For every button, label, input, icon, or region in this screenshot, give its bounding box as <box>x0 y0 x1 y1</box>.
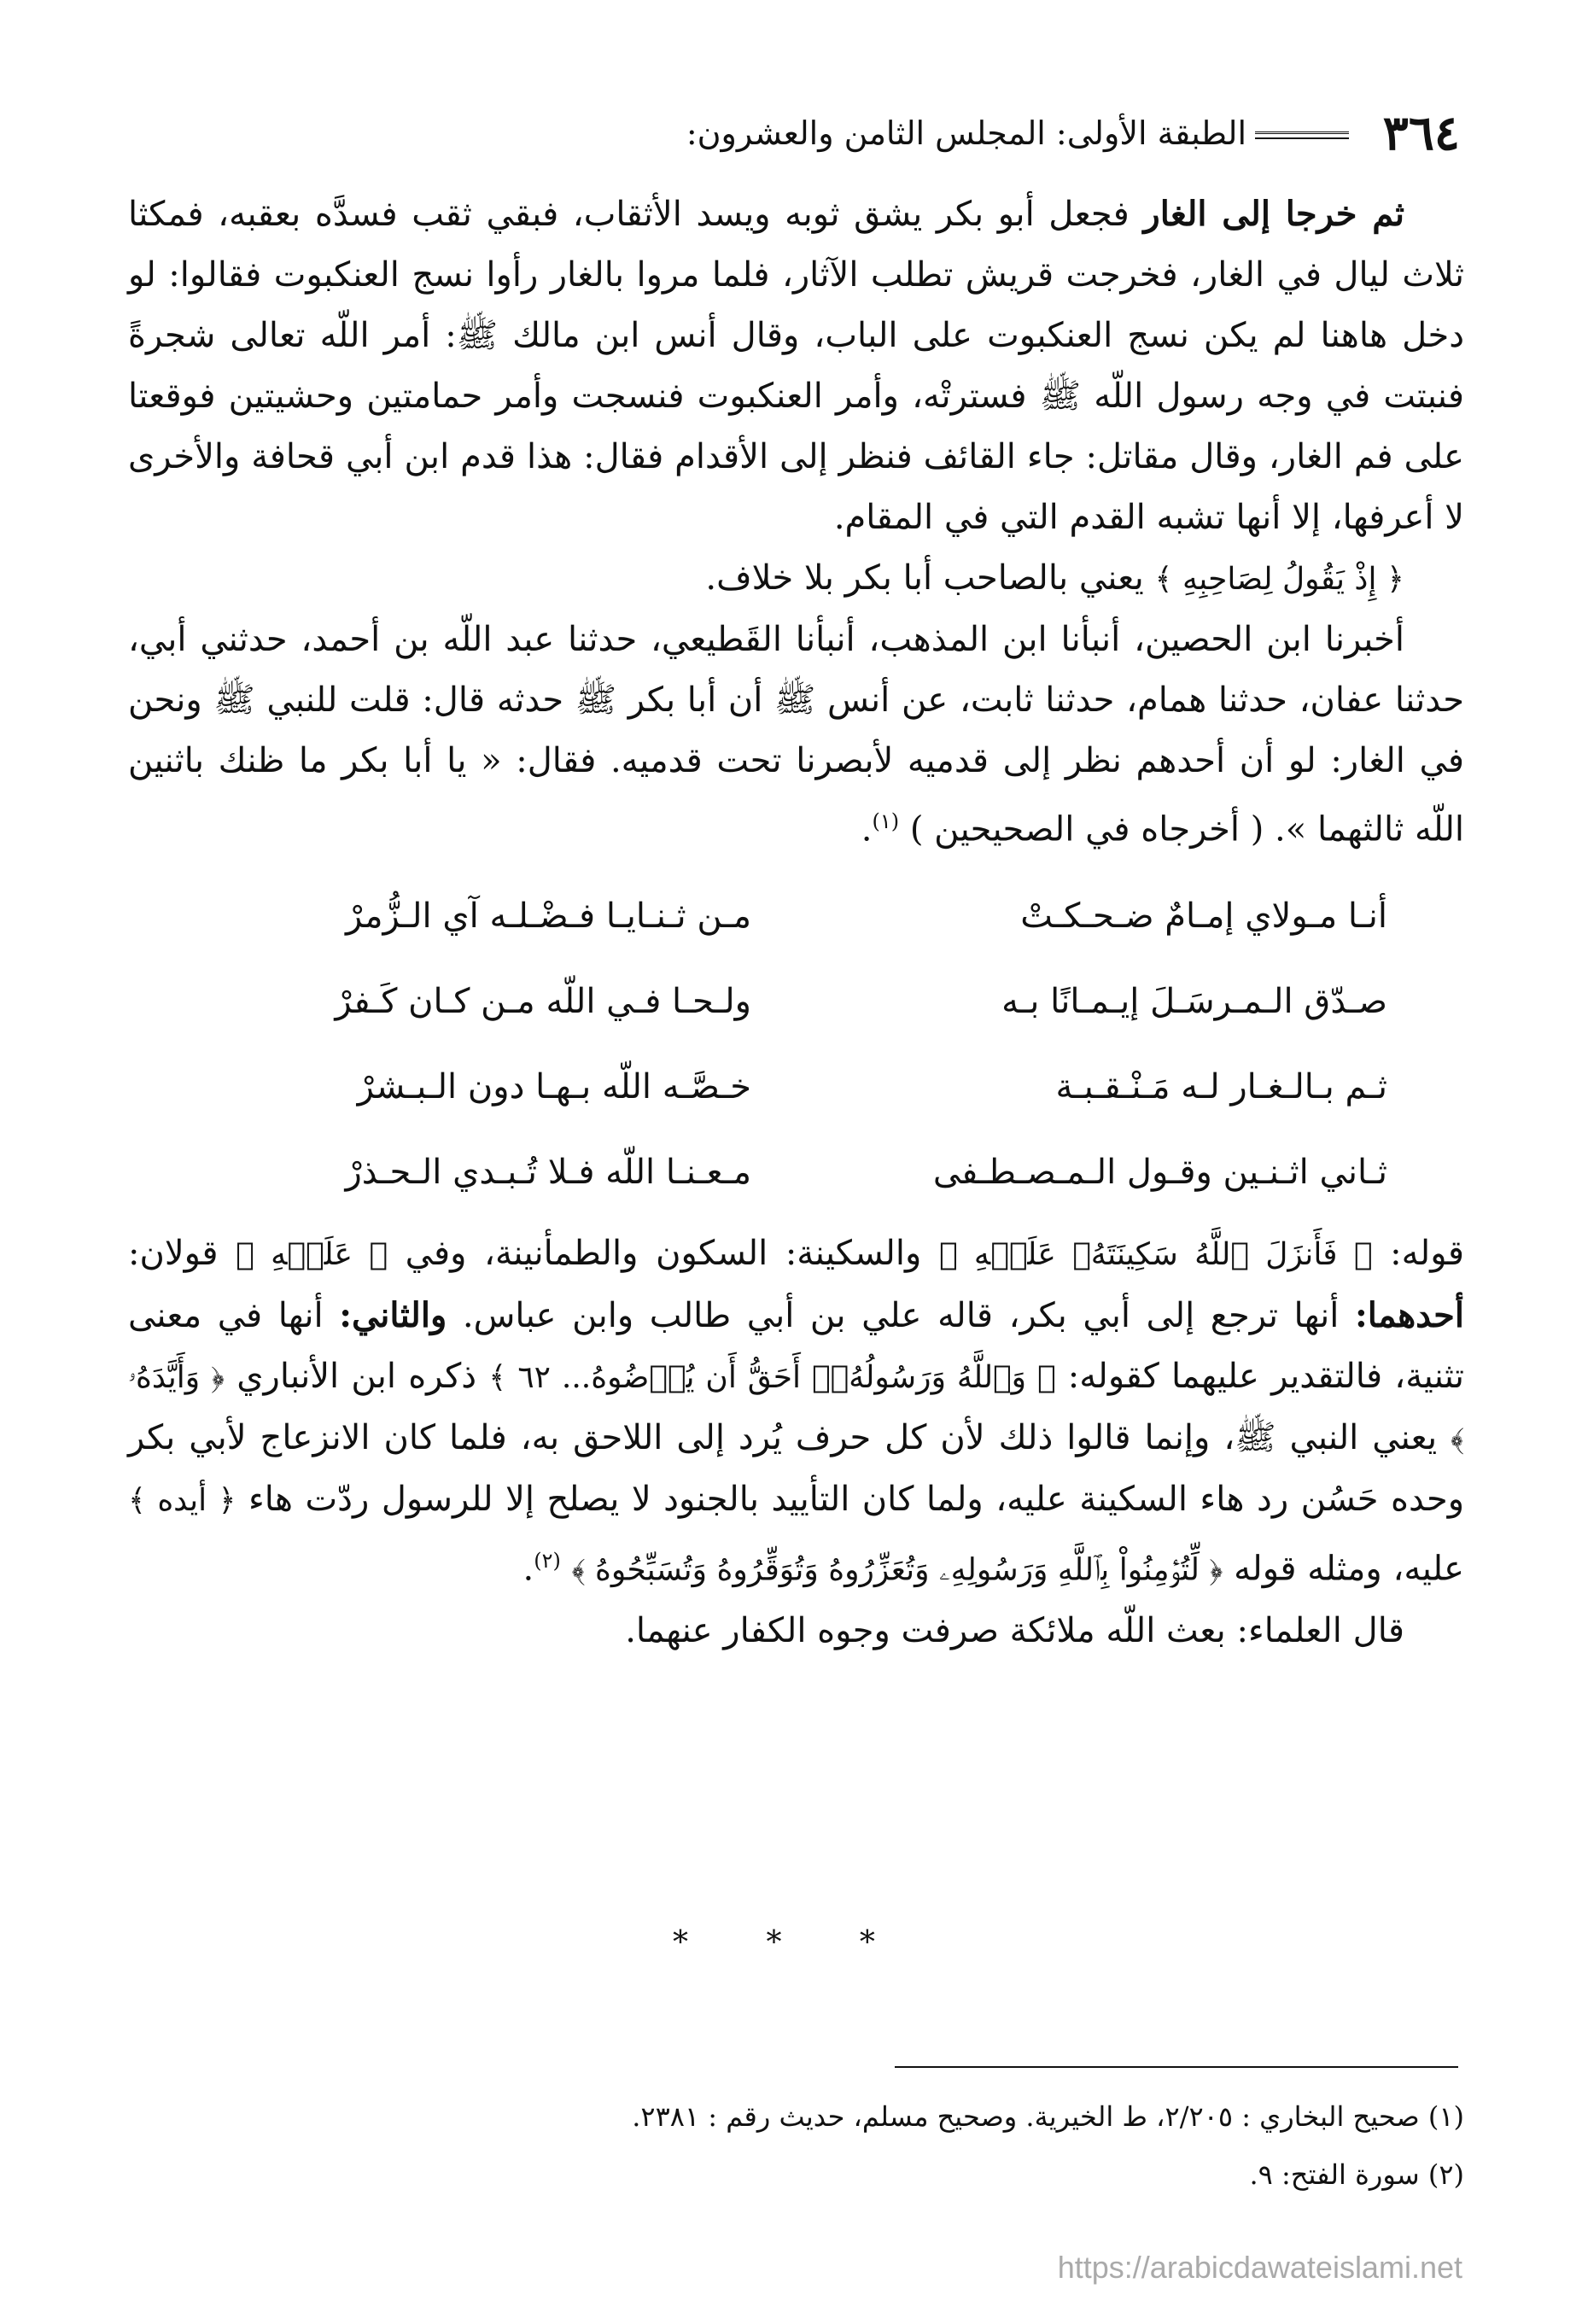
quran-quote: ﴿ وَٱللَّهُ وَرَسُولُهُۥٓ أَحَقُّ أَن يُرۡضُوهُ... ٦٢ ﴾ <box>488 1360 1056 1396</box>
verse-second-hemistich: خـصَّـه اللّه بـهـا دون الـبـشرْ <box>357 1066 751 1107</box>
paragraph-hadith <box>128 610 1464 860</box>
paragraph-companion <box>128 548 1464 610</box>
page-header <box>128 102 1460 164</box>
period: . <box>861 809 873 850</box>
poem-line <box>128 1044 1464 1130</box>
quran-quote: ﴿ عَلَيۡهِ ﴾ <box>236 1237 388 1273</box>
tafsir-text: قولان: <box>128 1234 236 1274</box>
page-number: ٣٦٤ <box>1382 105 1460 161</box>
poem <box>128 873 1464 1215</box>
verse-first-hemistich: أنـا مـولاي إمـامٌ ضـحـكـتْ <box>1020 896 1387 936</box>
watermark-url: https://arabicdawateislami.net <box>1057 2250 1462 2285</box>
section-separator: * * * <box>673 1925 909 1960</box>
footnotes <box>128 2088 1464 2204</box>
footnote-ref-2: (٢) <box>534 1549 561 1574</box>
footnote-2: (٢) سورة الفتح: ٩. <box>1249 2158 1464 2191</box>
verse-second-hemistich: مـن ثـنـايـا فـضْـلـه آي الـزُّمرْ <box>346 896 751 936</box>
opinion-label: أحدهما: <box>1355 1295 1465 1336</box>
verse-second-hemistich: مـعـنـا اللّه فـلا تُـبـدي الـحـذرْ <box>345 1152 751 1192</box>
quran-quote: ﴿ أيده ﴾ <box>128 1483 236 1519</box>
tafsir-text: أنها في معنى تثنية، فالتقدير عليهما كقوله: <box>128 1296 1464 1397</box>
quran-quote: ﴿ وَأَيَّدَهُۥ ﴾ <box>128 1360 1464 1457</box>
paragraph-text: يعني بالصاحب أبا بكر بلا خلاف. <box>705 558 1155 598</box>
paragraph-closing: قال العلماء: بعث اللّه ملائكة صرفت وجوه الكفار عنهما. <box>625 1610 1404 1650</box>
quran-quote: ﴿ إِذْ يَقُولُ لِصَاحِبِهِ ﴾ <box>1154 562 1404 597</box>
tafsir-text: والسكينة: السكون والطمأنينة، وفي <box>387 1234 939 1274</box>
footnote-ref-1: (١) <box>872 809 900 833</box>
running-head: الطبقة الأولى: المجلس الثامن والعشرون: <box>686 114 1246 152</box>
tafsir-text: عليه، ومثله قوله <box>1223 1549 1464 1589</box>
tafsir-text: قوله: <box>1372 1234 1465 1274</box>
poem-line <box>128 959 1464 1044</box>
footnote-rule <box>895 2066 1458 2068</box>
verse-first-hemistich: ثـاني اثـنـين وقـول الـمـصـطـفى <box>932 1152 1387 1192</box>
period: . <box>522 1549 534 1589</box>
paragraph-heading: ثم خرجا إلى الغار <box>1143 194 1404 234</box>
opinion-label: والثاني: <box>339 1295 447 1336</box>
quran-quote: ﴿ فَأَنزَلَ ٱللَّهُ سَكِينَتَهُۥ عَلَيۡهِ ﴾ <box>938 1237 1373 1273</box>
quran-quote: ﴿ لِّتُؤۡمِنُواْ بِٱللَّهِ وَرَسُولِهِۦ وَتُعَزِّرُوهُ وَتُوَقِّرُوهُ وَتُسَبِّحُوهُ ﴾ <box>571 1552 1223 1588</box>
footnote-1: (١) صحيح البخاري : ٢/٢٠٥، ط الخيرية. وصحيح مسلم، حديث رقم : ٢٣٨١. <box>632 2100 1464 2133</box>
main-text <box>128 184 1464 1661</box>
paragraph-text: فجعل أبو بكر يشق ثوبه ويسد الأثقاب، فبقي ثقب فسدَّه بعقبه، فمكثا ثلاث ليال في الغار، فخرجت قريش تطلب الآثار، فلما مروا بالغار رأوا نسج العنكبوت فقالوا: لو دخل هاهنا لم يكن نسج العنكبوت على الباب، وقال أنس ابن مالك ﷺ: أمر اللّه تعالى شجرةً فنبتت في وجه رسول اللّه ﷺ فسترتْه، وأمر العنكبوت فنسجت وأمر حمامتين وحشيتين فوقعتا على فم الغار، وقال مقاتل: جاء القائف فنظر إلى الأقدام فقال: هذا قدم ابن أبي قحافة والأخرى لا أعرفها، إلا أنها تشبه القدم التي في المقام. <box>128 195 1464 537</box>
header-rule <box>1255 131 1349 139</box>
poem-line <box>128 873 1464 959</box>
verse-first-hemistich: ثـم بـالـغـار لـه مَـنْـقـبـة <box>1055 1066 1387 1107</box>
poem-line <box>128 1130 1464 1215</box>
tafsir-text: يعني النبي ﷺ، وإنما قالوا ذلك لأن كل حرف يُرد إلى اللاحق به، فلما كان الانزعاج لأبي بكر وحده حَسُن رد هاء السكينة عليه، ولما كان التأييد بالجنود لا يصلح إلا للرسول ردّت هاء <box>128 1418 1465 1520</box>
verse-first-hemistich: صـدّق الـمـرسَـلَ إيـمـانًا بـه <box>1001 981 1387 1021</box>
verse-second-hemistich: ولـحـا فـي اللّه مـن كـان كَـفرْ <box>335 981 751 1021</box>
tafsir-text: أنها ترجع إلى أبي بكر، قاله علي بن أبي طالب وابن عباس. <box>447 1296 1355 1336</box>
paragraph-tafsir <box>128 1223 1464 1600</box>
tafsir-text: ذكره ابن الأنباري <box>225 1357 489 1397</box>
hadith-text: أخبرنا ابن الحصين، أنبأنا ابن المذهب، أنبأنا القَطيعي، حدثنا عبد اللّه بن أحمد، حدثني أبي، حدثنا عفان، حدثنا همام، حدثنا ثابت، عن أنس ﷺ أن أبا بكر ﷺ حدثه قال: قلت للنبي ﷺ ونحن في الغار: لو أن أحدهم نظر إلى قدميه لأبصرنا تحت قدميه. فقال: « يا أبا بكر ما ظنك باثنين اللّه ثالثهما ». ( أخرجاه في الصحيحين ) <box>128 620 1464 850</box>
paragraph-cave <box>128 184 1464 548</box>
